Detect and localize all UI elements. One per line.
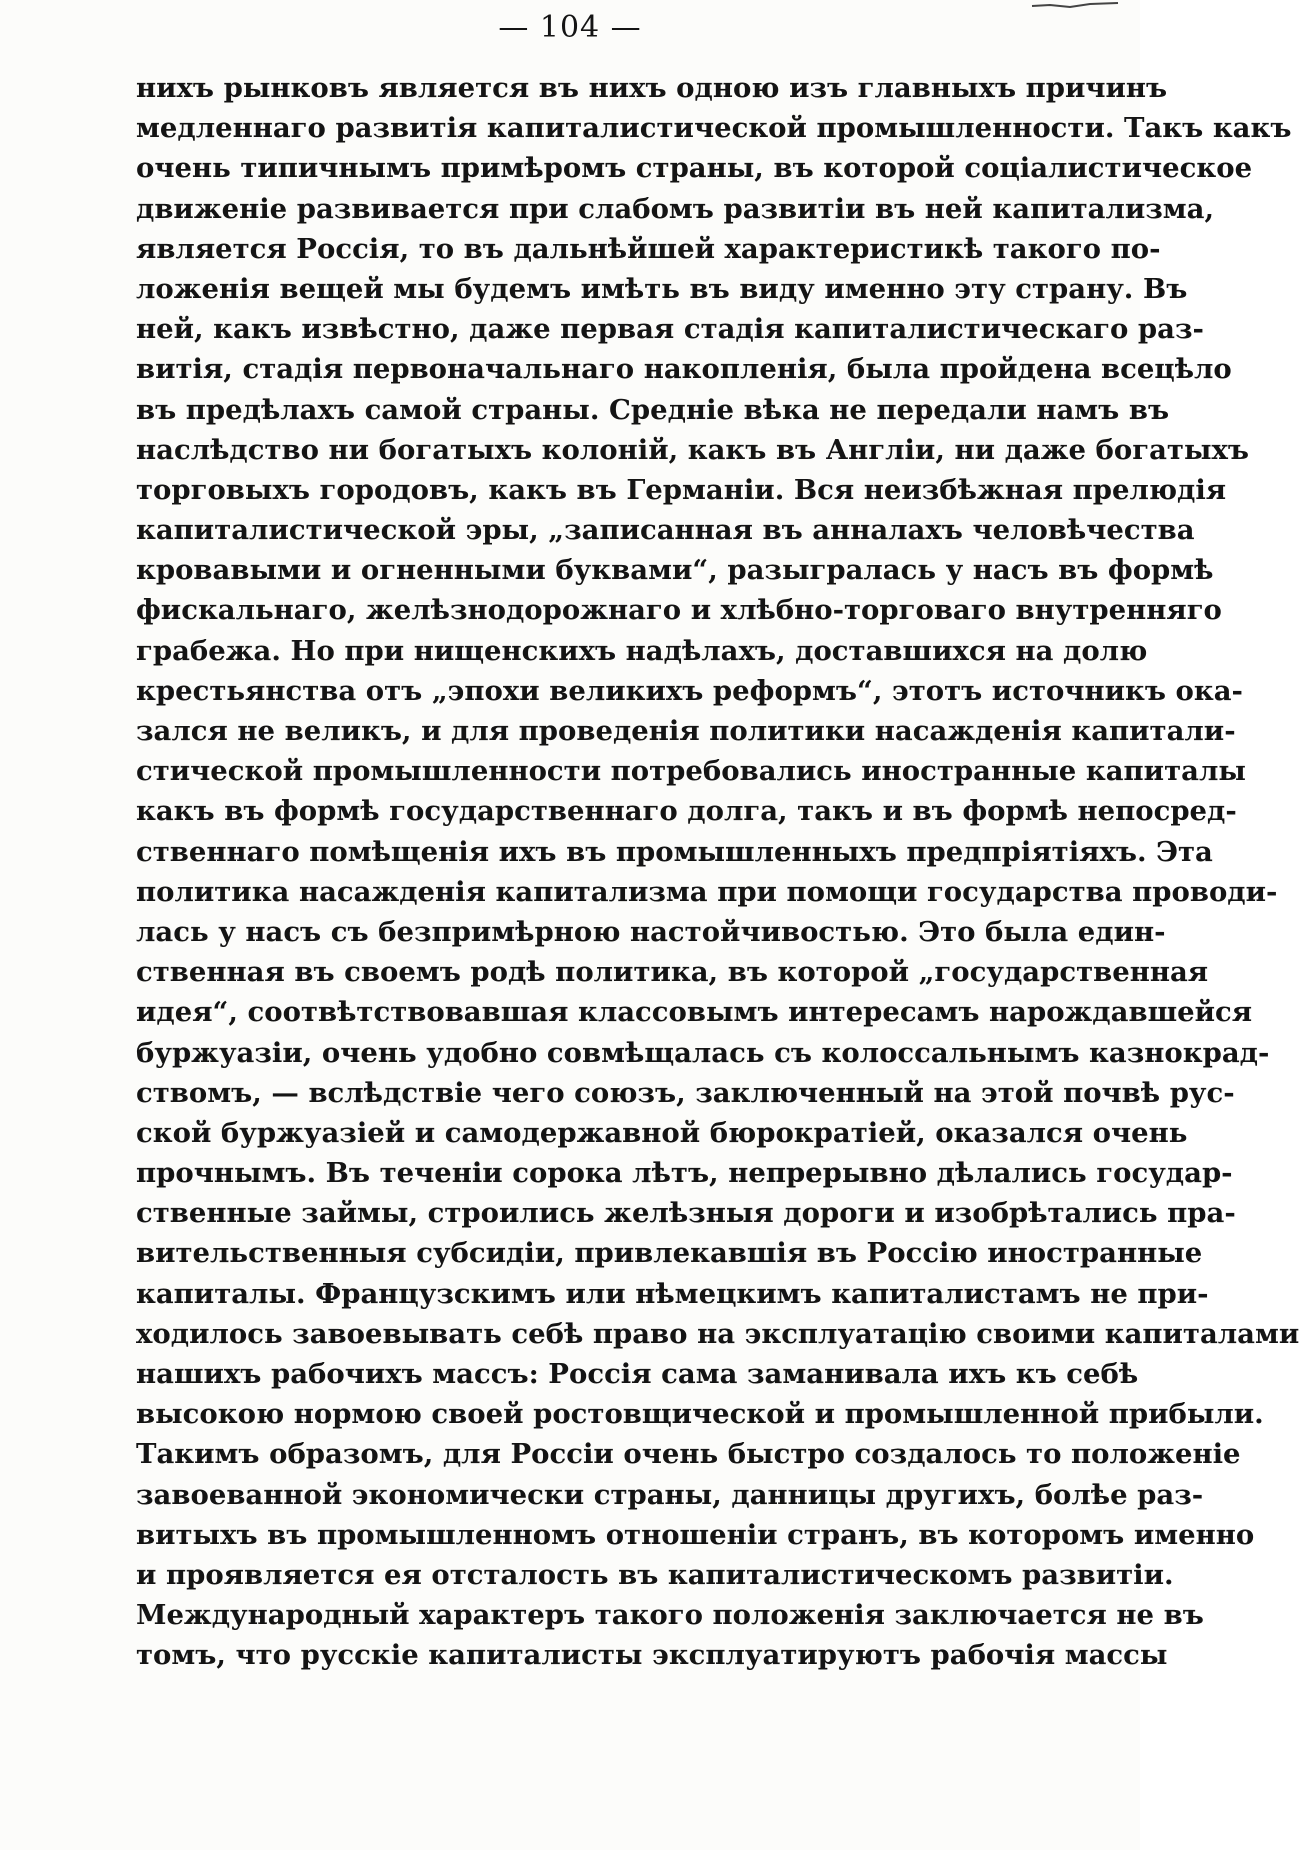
text-line: зался не великъ, и для проведенія политики насажденія капитали-	[136, 715, 1236, 747]
text-line: является Россія, то въ дальнѣйшей характеристикѣ такого по-	[136, 232, 1161, 265]
text-line: витыхъ въ промышленномъ отношеніи странъ, въ которомъ именно	[136, 1518, 1255, 1551]
text-line: наслѣдство ни богатыхъ колоній, какъ въ Англіи, ни даже богатыхъ	[136, 433, 1250, 466]
text-line: стической промышленности потребовались иностранные капиталы	[136, 755, 1246, 788]
text-line: завоеванной экономически страны, данницы другихъ, болѣе раз-	[136, 1478, 1204, 1511]
text-line: буржуазіи, очень удобно совмѣщалась съ колоссальнымъ казнокрад-	[136, 1036, 1270, 1069]
text-line: идея“, соотвѣтствовавшая классовымъ интересамъ нарождавшейся	[136, 996, 1253, 1029]
text-line: ственнаго помѣщенія ихъ въ промышленныхъ предпріятіяхъ. Эта	[136, 835, 1213, 868]
text-line: ходилось завоевывать себѣ право на эксплуатацію своими капиталами	[136, 1317, 1299, 1350]
text-line: въ предѣлахъ самой страны. Средніе вѣка не передали намъ въ	[136, 393, 1170, 426]
body-text	[136, 68, 1299, 1676]
text-line: какъ въ формѣ государственнаго долга, такъ и въ формѣ непосред-	[136, 795, 1237, 828]
text-line: и проявляется ея отсталость въ капиталистическомъ развитіи.	[136, 1558, 1174, 1591]
text-line: ней, какъ извѣстно, даже первая стадія капиталистическаго раз-	[136, 313, 1204, 346]
text-line: грабежа. Но при нищенскихъ надѣлахъ, доставшихся на долю	[136, 634, 1148, 667]
text-line: политика насажденія капитализма при помощи государства проводи-	[136, 875, 1278, 908]
text-line: ложенія вещей мы будемъ имѣть въ виду именно эту страну. Въ	[136, 272, 1188, 305]
text-line: капиталистической эры, „записанная въ анналахъ человѣчества	[136, 514, 1195, 547]
text-line: Международный характеръ такого положенія заключается не въ	[136, 1599, 1204, 1632]
text-line: ственные займы, строились желѣзныя дороги и изобрѣтались пра-	[136, 1197, 1236, 1230]
text-line: торговыхъ городовъ, какъ въ Германіи. Вся неизбѣжная прелюдія	[136, 473, 1227, 506]
text-line: кровавыми и огненными буквами“, разыгралась у насъ въ формѣ	[136, 554, 1214, 587]
text-line: крестьянства отъ „эпохи великихъ реформъ“, этотъ источникъ ока-	[136, 674, 1243, 707]
scan-edge-mark	[1030, 0, 1120, 10]
text-line: томъ, что русскіе капиталисты эксплуатируютъ рабочія массы	[136, 1639, 1168, 1672]
text-line: фискальнаго, желѣзнодорожнаго и хлѣбно-торговаго внутренняго	[136, 594, 1222, 627]
text-line: витія, стадія первоначальнаго накопленія, была пройдена всецѣло	[136, 353, 1232, 386]
text-line: лась у насъ съ безпримѣрною настойчивостью. Это была един-	[136, 915, 1166, 948]
text-line: вительственныя субсидіи, привлекавшія въ Россію иностранные	[136, 1237, 1203, 1270]
text-line: ственная въ своемъ родѣ политика, въ которой „государственная	[136, 956, 1209, 989]
text-line: прочнымъ. Въ теченіи сорока лѣтъ, непрерывно дѣлались государ-	[136, 1157, 1233, 1190]
text-line: высокою нормою своей ростовщической и промышленной прибыли.	[136, 1398, 1264, 1431]
text-line: Такимъ образомъ, для Россіи очень быстро создалось то положеніе	[136, 1438, 1241, 1471]
text-line: ствомъ, — вслѣдствіе чего союзъ, заключенный на этой почвѣ рус-	[136, 1076, 1235, 1109]
text-line: ской буржуазіей и самодержавной бюрократіей, оказался очень	[136, 1116, 1188, 1149]
page-number: — 104 —	[498, 10, 642, 45]
text-line: нашихъ рабочихъ массъ: Россія сама заманивала ихъ къ себѣ	[136, 1358, 1139, 1390]
text-line: движеніе развивается при слабомъ развитіи въ ней капитализма,	[136, 192, 1215, 225]
text-line: очень типичнымъ примѣромъ страны, въ которой соціалистическое	[136, 152, 1253, 185]
text-line: нихъ рынковъ является въ нихъ одною изъ главныхъ причинъ	[136, 72, 1168, 104]
text-line: капиталы. Французскимъ или нѣмецкимъ капиталистамъ не при-	[136, 1277, 1209, 1310]
text-line: медленнаго развитія капиталистической промышленности. Такъ какъ	[136, 112, 1292, 145]
